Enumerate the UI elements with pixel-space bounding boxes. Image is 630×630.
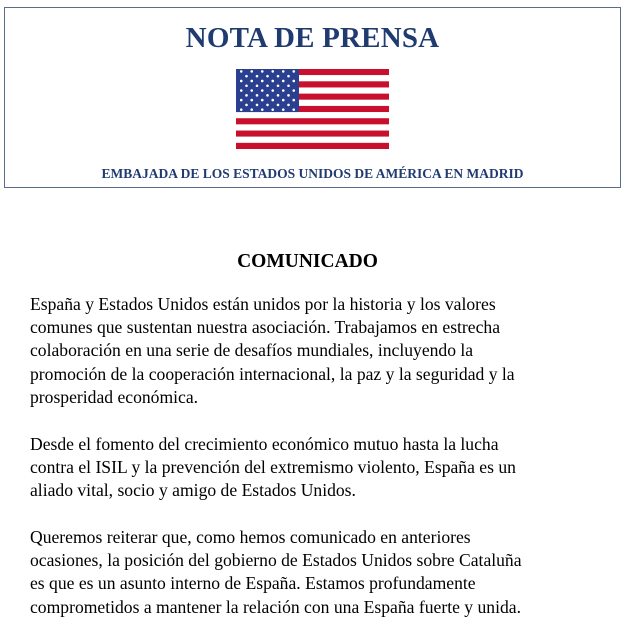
flag-star <box>282 70 285 73</box>
flag-star <box>282 99 285 102</box>
flag-star <box>261 108 264 111</box>
flag-stripe <box>236 118 389 124</box>
flag-star <box>271 80 274 83</box>
flag-star <box>245 84 248 87</box>
flag-star <box>282 89 285 92</box>
flag-star <box>271 99 274 102</box>
flag-star <box>261 70 264 73</box>
flag-star <box>256 104 259 107</box>
page-title: NOTA DE PRENSA <box>185 22 440 54</box>
flag-star <box>250 80 253 83</box>
flag-stripe <box>236 143 389 149</box>
section-heading: COMUNICADO <box>237 251 378 272</box>
paragraph-2: Desde el fomento del crecimiento económico mutuo hasta la lucha contra el ISIL y la prevención del extremismo violento, España es un aliado vital, socio y amigo de Estados Unidos. <box>30 434 516 501</box>
flag-star <box>250 70 253 73</box>
flag-star <box>240 80 243 83</box>
flag-star <box>261 80 264 83</box>
flag-star <box>250 108 253 111</box>
flag-star <box>292 80 295 83</box>
flag-star <box>277 84 280 87</box>
embassy-name: EMBAJADA DE LOS ESTADOS UNIDOS DE AMÉRICA EN MADRID <box>101 166 524 181</box>
flag-star <box>282 80 285 83</box>
flag-star <box>266 84 269 87</box>
flag-star <box>250 99 253 102</box>
flag-star <box>256 94 259 97</box>
paragraph-3: Queremos reiterar que, como hemos comunicado en anteriores ocasiones, la posición del gobierno de Estados Unidos sobre Cataluña es que es un asunto interno de España. Estamos profundamente comprometidos a mantener la relación con una España fuerte y unida. <box>30 527 522 617</box>
flag-star <box>292 89 295 92</box>
flag-stripe <box>236 131 389 137</box>
flag-star <box>277 94 280 97</box>
flag-star <box>292 70 295 73</box>
flag-star <box>282 108 285 111</box>
flag-star <box>245 94 248 97</box>
flag-stripe <box>236 137 389 143</box>
flag-star <box>256 75 259 78</box>
flag-star <box>287 75 290 78</box>
us-flag-icon <box>236 69 389 149</box>
flag-star <box>240 99 243 102</box>
flag-star <box>277 104 280 107</box>
flag-star <box>266 104 269 107</box>
flag-star <box>271 70 274 73</box>
flag-star <box>287 94 290 97</box>
flag-star <box>277 75 280 78</box>
flag-star <box>240 108 243 111</box>
flag-star <box>240 70 243 73</box>
flag-star <box>250 89 253 92</box>
flag-star <box>271 108 274 111</box>
flag-star <box>271 89 274 92</box>
flag-star <box>256 84 259 87</box>
flag-stripe <box>236 124 389 130</box>
flag-star <box>261 89 264 92</box>
flag-star <box>287 104 290 107</box>
flag-star <box>245 75 248 78</box>
flag-star <box>266 94 269 97</box>
flag-star <box>287 84 290 87</box>
flag-star <box>245 104 248 107</box>
press-release-header <box>4 7 621 188</box>
paragraph-1: España y Estados Unidos están unidos por la historia y los valores comunes que sustentan nuestra asociación. Trabajamos en estrecha colaboración en una serie de desafíos mundiales, incluyendo la promoción de la cooperación internacional, la paz y la seguridad y la prosperidad económica. <box>30 294 515 407</box>
flag-star <box>292 108 295 111</box>
flag-star <box>266 75 269 78</box>
flag-star <box>292 99 295 102</box>
flag-star <box>240 89 243 92</box>
flag-star <box>261 99 264 102</box>
flag-stripe <box>236 112 389 118</box>
